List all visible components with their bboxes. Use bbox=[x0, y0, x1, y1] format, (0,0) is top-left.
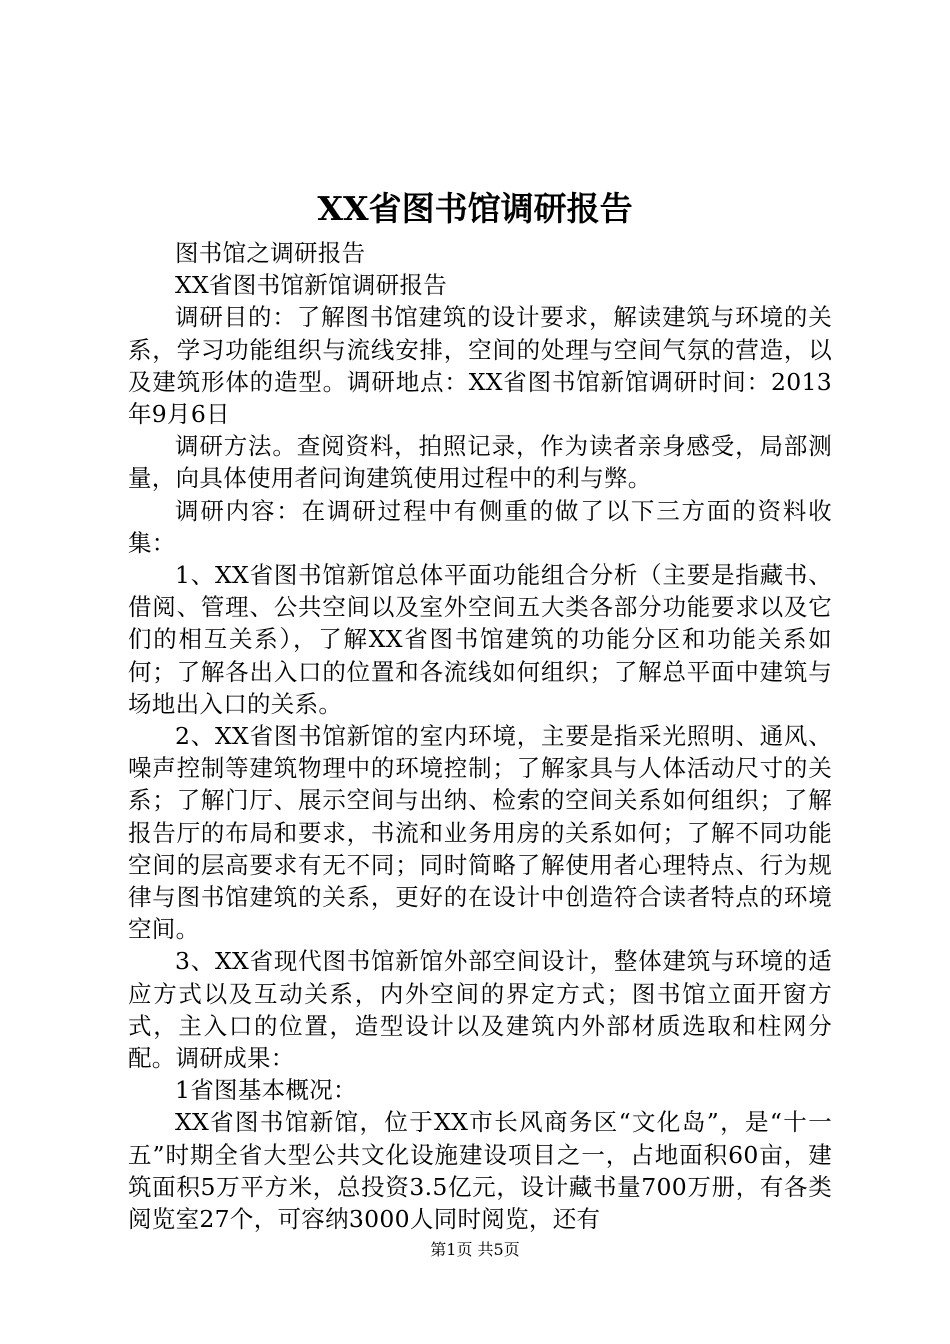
paragraph-item-1: 1、XX省图书馆新馆总体平面功能组合分析（主要是指藏书、借阅、管理、公共空间以及室外空间五大类各部分功能要求以及它们的相互关系），了解XX省图书馆建筑的功能分区和功能关系如何；了解各出入口的位置和各流线如何组织；了解总平面中建筑与场地出入口的关系。 bbox=[128, 561, 832, 718]
paragraph-subtitle: 图书馆之调研报告 bbox=[175, 239, 366, 267]
paragraph-overview: XX省图书馆新馆，位于XX市长风商务区“文化岛”，是“十一五”时期全省大型公共文化设施建设项目之一，占地面积60亩，建筑面积5万平方米，总投资3.5亿元，设计藏书量700万册，有各类阅览室27个，可容纳3000人同时阅览，还有 bbox=[128, 1108, 832, 1234]
paragraph-purpose: 调研目的：了解图书馆建筑的设计要求，解读建筑与环境的关系，学习功能组织与流线安排，空间的处理与空间气氛的营造，以及建筑形体的造型。调研地点：XX省图书馆新馆调研时间：2013年9月6日 bbox=[128, 303, 832, 429]
paragraph-item-3: 3、XX省现代图书馆新馆外部空间设计，整体建筑与环境的适应方式以及互动关系，内外空间的界定方式；图书馆立面开窗方式，主入口的位置，造型设计以及建筑内外部材质选取和柱网分配。调研成果： bbox=[128, 947, 832, 1073]
paragraph-content: 调研内容：在调研过程中有侧重的做了以下三方面的资料收集： bbox=[128, 496, 832, 557]
paragraph-report-name: XX省图书馆新馆调研报告 bbox=[175, 271, 448, 300]
document-body bbox=[128, 237, 832, 1235]
paragraph-method: 调研方法。查阅资料，拍照记录，作为读者亲身感受，局部测量，向具体使用者问询建筑使用过程中的利与弊。 bbox=[128, 432, 832, 493]
paragraph-item-2: 2、XX省图书馆新馆的室内环境，主要是指采光照明、通风、噪声控制等建筑物理中的环境控制；了解家具与人体活动尺寸的关系；了解门厅、展示空间与出纳、检索的空间关系如何组织；了解报告厅的布局和要求，书流和业务用房的关系如何；了解不同功能空间的层高要求有无不同；同时简略了解使用者心理特点、行为规律与图书馆建筑的关系，更好的在设计中创造符合读者特点的环境空间。 bbox=[128, 722, 832, 944]
document-title: XX省图书馆调研报告 bbox=[317, 189, 633, 228]
page-footer: 第1页 共5页 bbox=[430, 1240, 520, 1259]
paragraph-overview-heading: 1省图基本概况： bbox=[175, 1076, 357, 1105]
